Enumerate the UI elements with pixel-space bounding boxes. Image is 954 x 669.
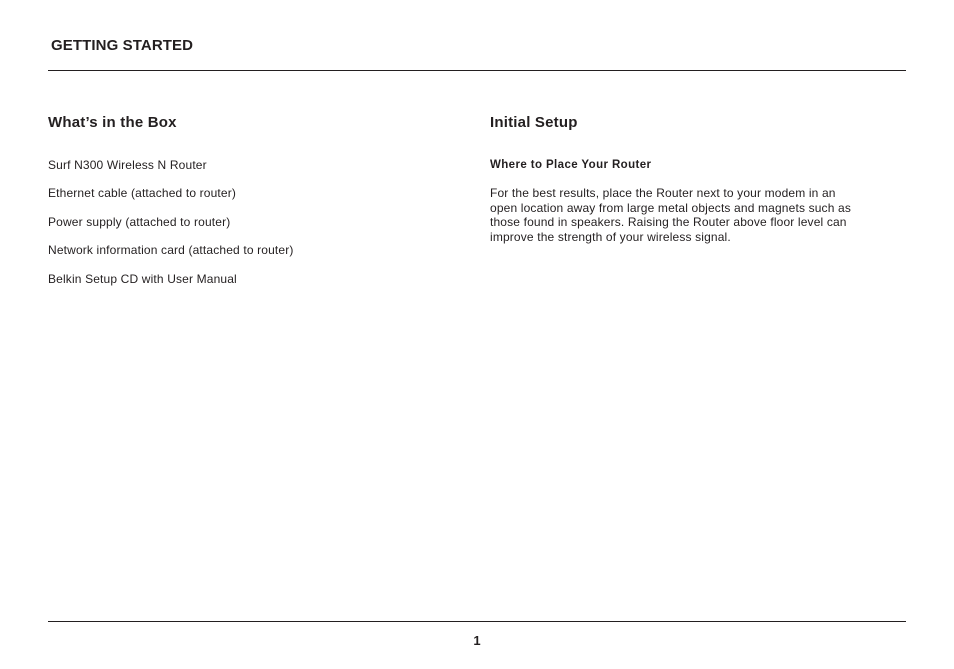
section-title: GETTING STARTED bbox=[51, 37, 194, 54]
header-divider bbox=[48, 70, 906, 71]
box-contents-list bbox=[48, 158, 294, 300]
list-item: Ethernet cable (attached to router) bbox=[48, 186, 237, 201]
list-item: Surf N300 Wireless N Router bbox=[48, 158, 207, 172]
initial-setup-heading: Initial Setup bbox=[490, 114, 578, 131]
whats-in-the-box-section bbox=[48, 114, 448, 286]
initial-setup-section bbox=[490, 114, 860, 244]
router-placement-subheading: Where to Place Your Router bbox=[490, 159, 652, 171]
router-placement-paragraph: For the best results, place the Router next to your modem in an open location away from large metal objects and magnets such as those found in speakers. Raising the Router above floor level can improve the strength of your wireless signal. bbox=[490, 186, 851, 244]
page-number: 1 bbox=[473, 633, 481, 648]
list-item: Belkin Setup CD with User Manual bbox=[48, 271, 237, 286]
footer-divider bbox=[48, 621, 906, 622]
whats-in-the-box-heading: What’s in the Box bbox=[48, 114, 177, 131]
list-item: Network information card (attached to router) bbox=[48, 243, 294, 258]
list-item: Power supply (attached to router) bbox=[48, 214, 231, 229]
